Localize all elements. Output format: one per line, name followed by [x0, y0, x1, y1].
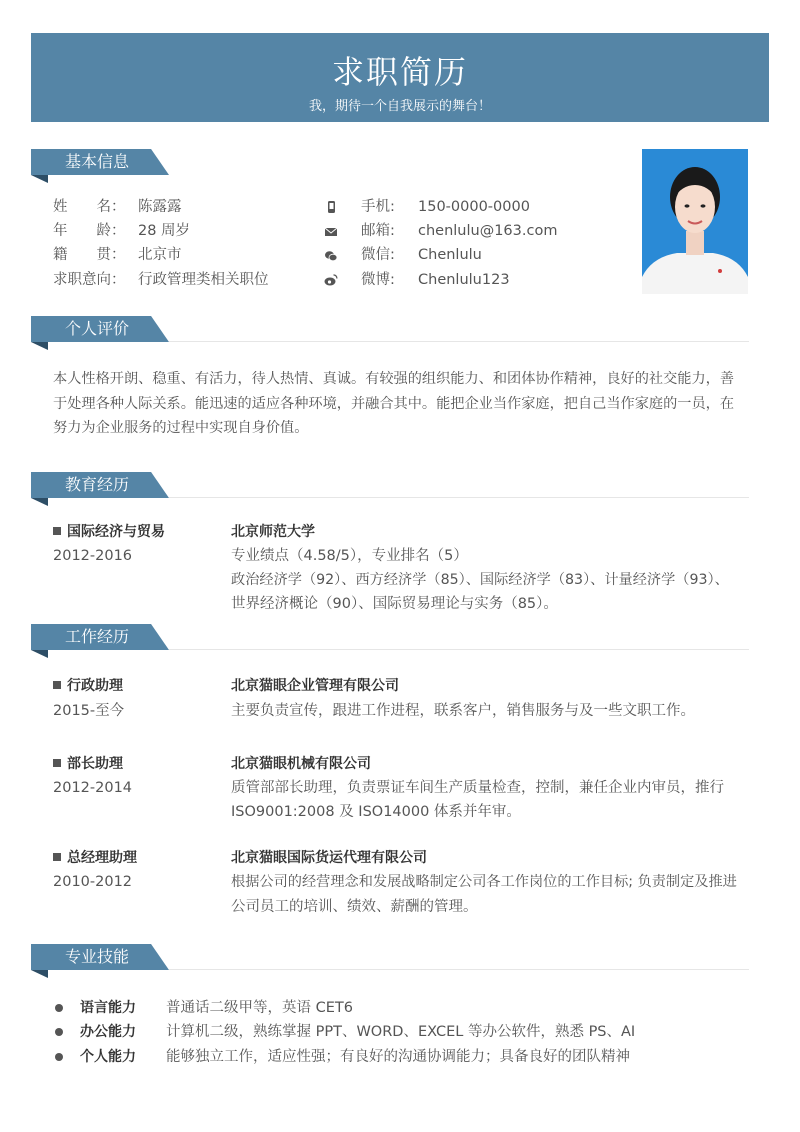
- resume-subtitle: 我，期待一个自我展示的舞台！: [308, 99, 491, 114]
- weibo-value: Chenlulu123: [418, 272, 510, 288]
- wechat-label: 微信:: [361, 247, 395, 263]
- email-value: chenlulu@163.com: [418, 223, 558, 239]
- education-line: 世界经济概论（90）、国际贸易理论与实务（85）。: [231, 596, 558, 612]
- skill-name: 办公能力: [80, 1024, 136, 1040]
- work-company: 北京猫眼机械有限公司: [231, 756, 371, 772]
- work-role-text: 部长助理: [67, 756, 123, 772]
- resume-header: [31, 33, 769, 122]
- work-line: 根据公司的经营理念和发展战略制定公司各工作岗位的工作目标; 负责制定及推进: [231, 874, 737, 890]
- name-label: 姓 名：: [53, 199, 126, 215]
- skill-desc: 能够独立工作，适应性强；有良好的沟通协调能力；具备良好的团队精神: [166, 1049, 630, 1065]
- phone-label: 手机:: [361, 199, 395, 215]
- section-rule: [169, 497, 749, 498]
- wechat-value: Chenlulu: [418, 247, 482, 263]
- section-work: [31, 624, 749, 656]
- section-fold: [31, 970, 48, 978]
- evaluation-line: 本人性格开朗、稳重、有活力，待人热情、真诚。有较强的组织能力、和团体协作精神，良好的社交能力，善: [53, 371, 735, 387]
- skill-name: 语言能力: [80, 1000, 136, 1016]
- weibo-icon: [324, 273, 338, 287]
- profile-photo: [642, 149, 748, 294]
- bullet-square: [53, 853, 61, 861]
- education-school: 北京师范大学: [231, 524, 315, 540]
- section-title: 工作经历: [65, 627, 130, 646]
- work-role: [53, 676, 123, 696]
- skill-bullet: [55, 1053, 63, 1061]
- intent-label: 求职意向：: [53, 272, 126, 288]
- section-title: 教育经历: [65, 475, 130, 494]
- wechat-icon: [324, 249, 338, 263]
- section-fold: [31, 650, 48, 658]
- section-title: 个人评价: [65, 319, 130, 338]
- work-period: 2015-至今: [53, 703, 125, 719]
- section-fold: [31, 342, 48, 350]
- skill-bullet: [55, 1028, 63, 1036]
- work-period: 2010-2012: [53, 874, 133, 890]
- work-line: 主要负责宣传，跟进工作进程，联系客户，销售服务与及一些文职工作。: [231, 703, 695, 719]
- education-line: 政治经济学（92）、西方经济学（85）、国际经济学（83）、计量经济学（93）、: [231, 572, 729, 588]
- intent-value: 行政管理类相关职位: [138, 272, 269, 288]
- work-role: [53, 848, 137, 868]
- skill-desc: 计算机二级，熟练掌握 PPT、WORD、EXCEL 等办公软件，熟悉 PS、AI: [166, 1024, 636, 1040]
- weibo-label: 微博:: [361, 272, 395, 288]
- work-role-text: 行政助理: [67, 678, 123, 694]
- work-role-text: 总经理助理: [67, 850, 137, 866]
- origin-label: 籍 贯：: [53, 247, 126, 263]
- skill-name: 个人能力: [80, 1049, 136, 1065]
- bullet-square: [53, 759, 61, 767]
- section-skills: [31, 944, 749, 976]
- name-value: 陈露露: [138, 199, 182, 215]
- work-company: 北京猫眼国际货运代理有限公司: [231, 850, 427, 866]
- section-evaluation: [31, 316, 749, 348]
- section-education: [31, 472, 749, 504]
- education-period: 2012-2016: [53, 548, 133, 564]
- bullet-square: [53, 681, 61, 689]
- phone-icon: [324, 200, 338, 214]
- evaluation-line: 于处理各种人际关系。能迅速的适应各种环境，并融合其中。能把企业当作家庭，把自己当作家庭的一员，在: [53, 396, 735, 412]
- origin-value: 北京市: [138, 247, 182, 263]
- work-company: 北京猫眼企业管理有限公司: [231, 678, 399, 694]
- email-label: 邮箱:: [361, 223, 395, 239]
- section-title: 专业技能: [65, 947, 130, 966]
- skill-bullet: [55, 1004, 63, 1012]
- section-rule: [169, 969, 749, 970]
- phone-value: 150-0000-0000: [418, 199, 530, 215]
- work-role: [53, 754, 123, 774]
- bullet-square: [53, 527, 61, 535]
- evaluation-line: 努力为企业服务的过程中实现自身价值。: [53, 420, 309, 436]
- resume-title: 求职简历: [331, 53, 468, 91]
- section-fold: [31, 498, 48, 506]
- education-line: 专业绩点（4.58/5），专业排名（5）: [231, 548, 468, 564]
- education-major: [53, 522, 165, 542]
- work-period: 2012-2014: [53, 780, 133, 796]
- email-icon: [324, 225, 338, 239]
- skill-desc: 普通话二级甲等，英语 CET6: [166, 1000, 353, 1016]
- section-rule: [169, 341, 749, 342]
- work-line: 质管部部长助理，负责票证车间生产质量检查，控制，兼任企业内审员，推行: [231, 780, 724, 796]
- section-fold: [31, 175, 48, 183]
- age-value: 28 周岁: [138, 223, 191, 239]
- work-line: ISO9001:2008 及 ISO14000 体系并年审。: [231, 804, 521, 820]
- section-title: 基本信息: [65, 152, 130, 171]
- education-major-text: 国际经济与贸易: [67, 524, 165, 540]
- section-rule: [169, 649, 749, 650]
- work-line: 公司员工的培训、绩效、薪酬的管理。: [231, 899, 478, 915]
- age-label: 年 龄：: [53, 223, 126, 239]
